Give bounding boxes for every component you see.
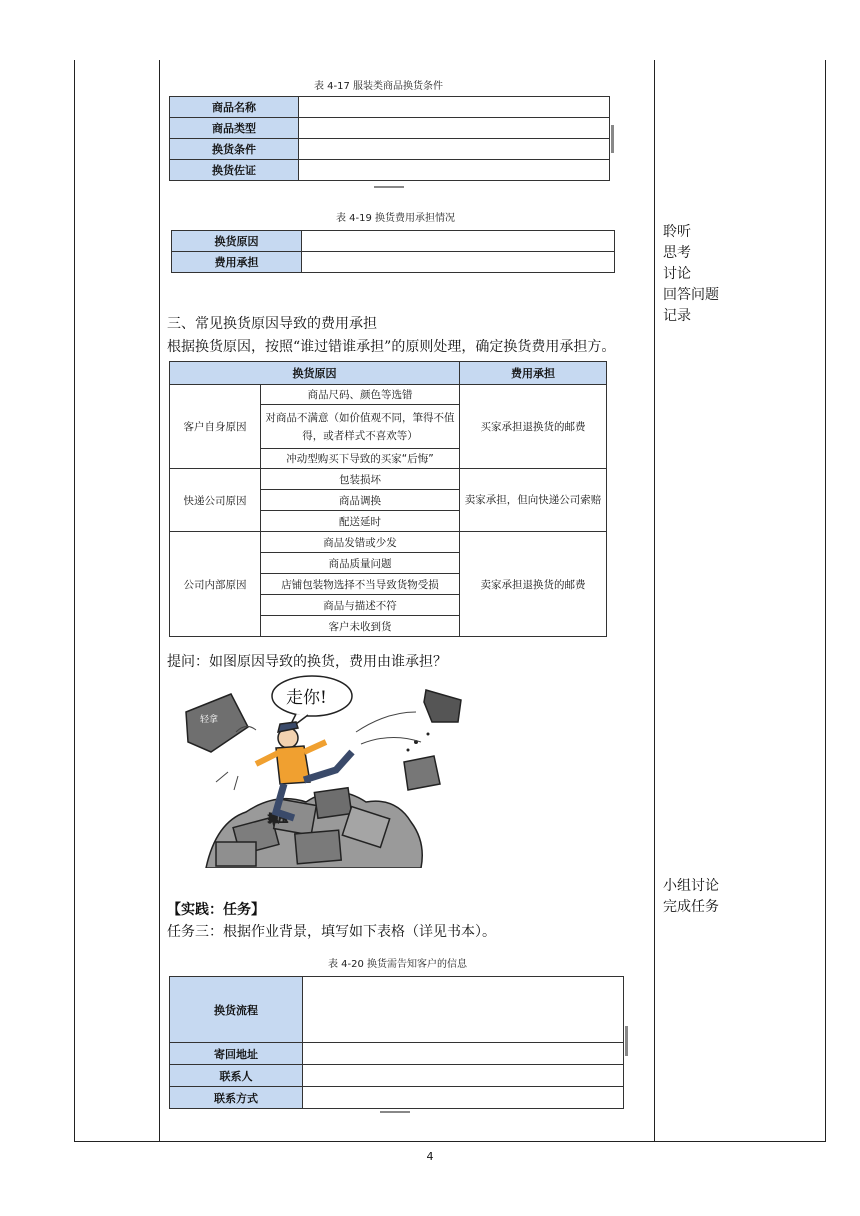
- rock-label: 抛压: [268, 814, 288, 825]
- table-cell-empty[interactable]: [303, 1043, 624, 1065]
- table-cell-label: 联系方式: [170, 1087, 303, 1109]
- table-4-17-caption: 表 4-17 服装类商品换货条件: [314, 81, 444, 92]
- page-number: 4: [426, 1150, 434, 1163]
- item-cell: 商品与描述不符: [261, 595, 460, 616]
- table-4-19: [171, 230, 615, 273]
- table-resize-handle[interactable]: [611, 125, 614, 153]
- practice-heading: 【实践：任务】: [167, 902, 265, 918]
- table-cell-label: 换货原因: [172, 231, 302, 252]
- table-cell-label: 费用承担: [172, 252, 302, 273]
- cost-cell: 卖家承担，但向快递公司索赔: [460, 469, 607, 532]
- table-cell-label: 商品类型: [170, 118, 299, 139]
- question-text: 提问：如图原因导致的换货，费用由谁承担？: [167, 654, 447, 670]
- table-cell-empty[interactable]: [299, 97, 610, 118]
- section-heading: 三、常见换货原因导致的费用承担: [167, 316, 377, 332]
- courier-kicking-illustration: [176, 672, 476, 868]
- category-cell: 公司内部原因: [170, 532, 261, 637]
- speech-text: 走你!: [286, 688, 327, 708]
- category-cell: 客户自身原因: [170, 385, 261, 469]
- frame-bottom: [74, 1141, 826, 1142]
- section-intro: 根据换货原因，按照“谁过错谁承担”的原则处理，确定换货费用承担方。: [167, 339, 616, 355]
- side-note: 记录: [663, 308, 691, 324]
- header-cost: 费用承担: [460, 362, 607, 385]
- item-cell: 冲动型购买下导致的买家“后悔”: [261, 449, 460, 469]
- item-cell: 包装损坏: [261, 469, 460, 490]
- table-cell-empty[interactable]: [303, 1065, 624, 1087]
- table-cell-label: 换货条件: [170, 139, 299, 160]
- side-note: 思考: [663, 245, 691, 261]
- item-cell: 客户未收到货: [261, 616, 460, 637]
- table-4-20: [169, 976, 624, 1109]
- table-4-19-caption: 表 4-19 换货费用承担情况: [336, 213, 456, 224]
- category-cell: 快递公司原因: [170, 469, 261, 532]
- table-resize-handle[interactable]: [625, 1026, 628, 1056]
- table-cell-label: 寄回地址: [170, 1043, 303, 1065]
- table-cell-label: 换货流程: [170, 977, 303, 1043]
- side-notes-practice: [663, 876, 719, 918]
- table-cell-empty[interactable]: [303, 1087, 624, 1109]
- column-divider-left: [159, 60, 160, 1142]
- table-cell-empty[interactable]: [299, 118, 610, 139]
- column-divider-right: [654, 60, 655, 1142]
- item-cell: 商品尺码、颜色等选错: [261, 385, 460, 405]
- side-note: 小组讨论: [663, 878, 719, 894]
- box-label: 轻拿: [200, 715, 219, 725]
- flying-box-left: [186, 694, 248, 752]
- table-cell-empty[interactable]: [299, 160, 610, 181]
- item-cell: 配送延时: [261, 511, 460, 532]
- item-cell: 商品调换: [261, 490, 460, 511]
- table-cell-empty[interactable]: [299, 139, 610, 160]
- cost-cell: 卖家承担退换货的邮费: [460, 532, 607, 637]
- table-cell-empty[interactable]: [302, 231, 615, 252]
- table-cell-label: 联系人: [170, 1065, 303, 1087]
- item-cell: 商品发错或少发: [261, 532, 460, 553]
- item-cell: 商品质量问题: [261, 553, 460, 574]
- table-4-17: [169, 96, 610, 181]
- table-cell-empty[interactable]: [302, 252, 615, 273]
- cost-cell: 买家承担退换货的邮费: [460, 385, 607, 469]
- cost-table: [169, 361, 607, 637]
- table-move-handle[interactable]: [380, 1111, 410, 1113]
- side-note: 回答问题: [663, 287, 719, 303]
- rubble-pile: [206, 788, 422, 868]
- header-reason: 换货原因: [170, 362, 460, 385]
- side-notes-activities: [663, 222, 719, 327]
- table-cell-label: 商品名称: [170, 97, 299, 118]
- side-note: 聆听: [663, 224, 691, 240]
- table-cell-empty[interactable]: [303, 977, 624, 1043]
- side-note: 完成任务: [663, 899, 719, 915]
- item-cell: 对商品不满意（如价值观不同，筆得不值得，或者样式不喜欢等）: [261, 405, 460, 449]
- speech-bubble: [272, 676, 352, 730]
- table-move-handle[interactable]: [374, 186, 404, 188]
- side-note: 讨论: [663, 266, 691, 282]
- practice-task: 任务三：根据作业背景，填写如下表格（详见书本）。: [167, 924, 496, 940]
- table-4-20-caption: 表 4-20 换货需告知客户的信息: [328, 959, 468, 970]
- item-cell: 店铺包装物选择不当导致货物受损: [261, 574, 460, 595]
- table-cell-label: 换货佐证: [170, 160, 299, 181]
